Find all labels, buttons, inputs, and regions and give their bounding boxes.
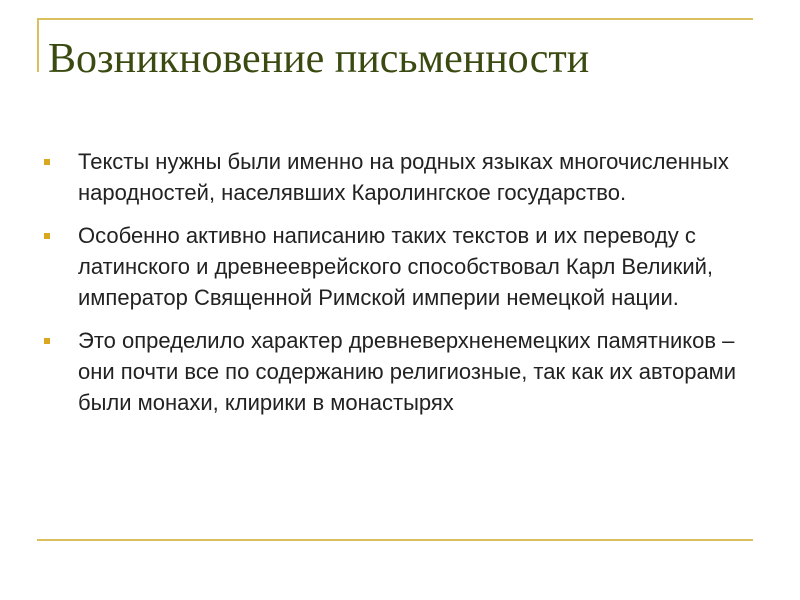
square-bullet-icon [44, 338, 50, 344]
bullet-item [44, 146, 764, 208]
square-bullet-icon [44, 159, 50, 165]
frame-bottom-line [37, 539, 753, 541]
bullet-item [44, 325, 764, 418]
bullet-text: Тексты нужны были именно на родных языках многочисленных народностей, населявших Каролингское государство. [78, 149, 729, 205]
bullet-text: Особенно активно написанию таких текстов и их переводу с латинского и древнееврейского способствовал Карл Великий, император Священной Римской империи немецкой нации. [78, 223, 714, 310]
square-bullet-icon [44, 233, 50, 239]
bullet-item [44, 220, 764, 313]
frame-left-line [37, 18, 39, 72]
frame-top-line [37, 18, 753, 20]
slide-title: Возникновение письменности [48, 36, 590, 82]
bullet-text: Это определило характер древневерхненемецких памятников – они почти все по содержанию религиозные, так как их авторами были монахи, клирики в монастырях [78, 328, 737, 415]
bullet-list [44, 146, 764, 430]
